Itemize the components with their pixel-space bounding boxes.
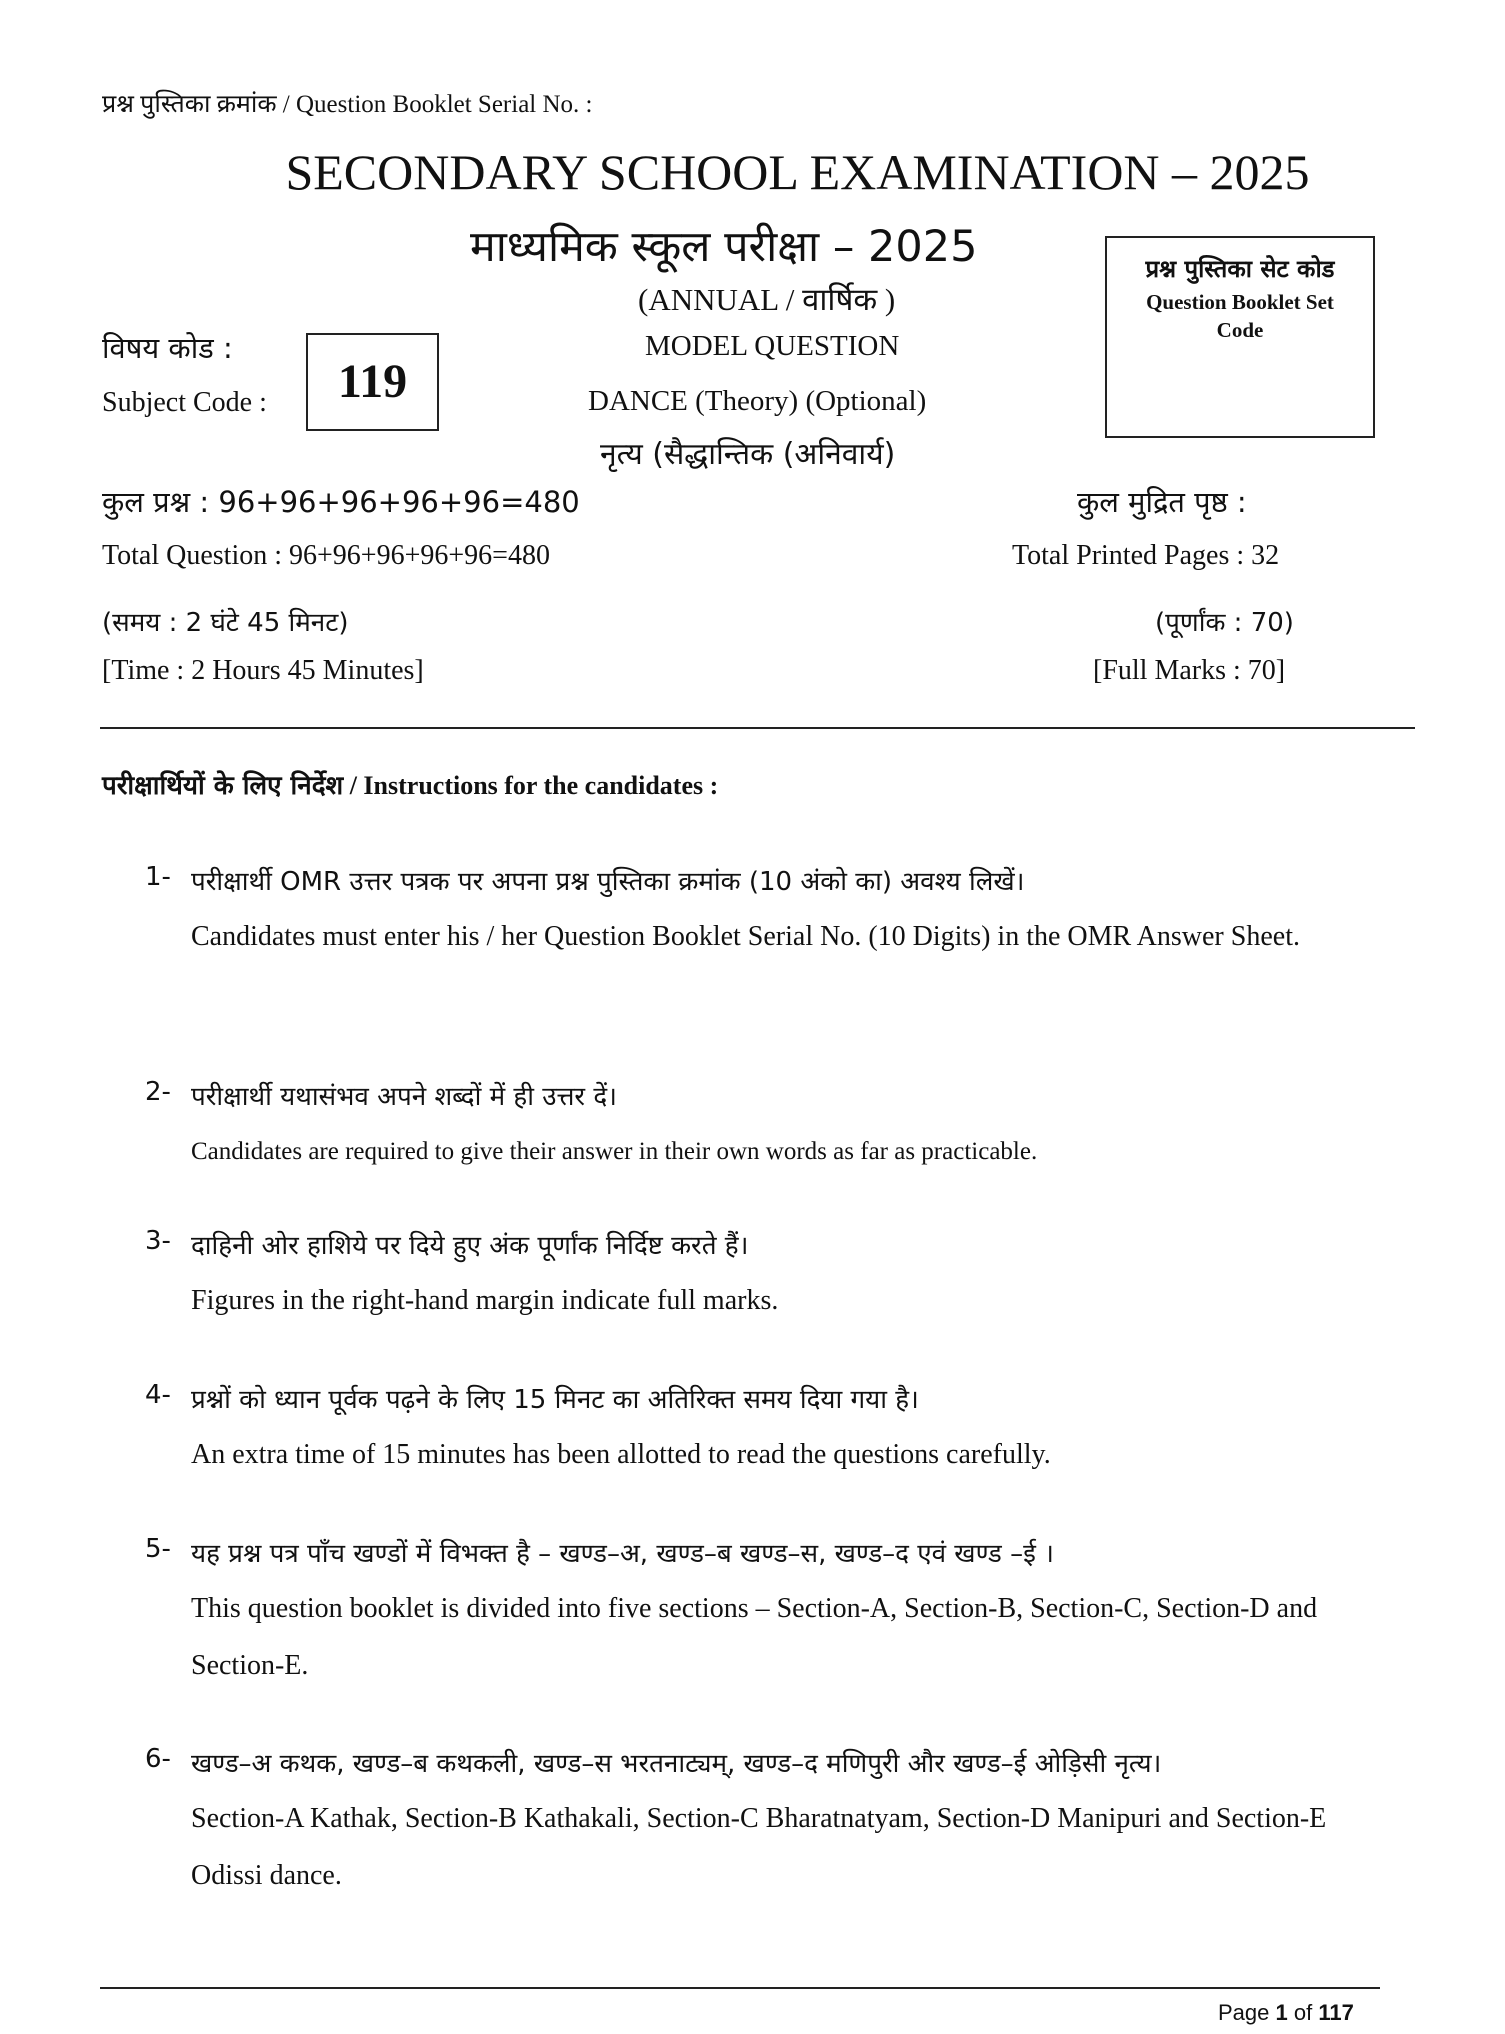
instruction-number: 6- <box>145 1744 171 1774</box>
subject-code-label-hindi: विषय कोड : <box>102 331 233 365</box>
instruction-number: 2- <box>145 1077 171 1107</box>
instructions-heading-hindi: परीक्षार्थियों के लिए निर्देश <box>102 771 344 801</box>
instruction-text-hindi: परीक्षार्थी OMR उत्तर पत्रक पर अपना प्रश्न पुस्तिका क्रमांक (10 अंको का) अवश्य लिखें। <box>191 867 1025 897</box>
instruction-text-english: Figures in the right-hand margin indicate full marks. <box>191 1285 779 1316</box>
subject-name-english: DANCE (Theory) (Optional) <box>588 385 927 417</box>
instruction-text-hindi: दाहिनी ओर हाशिये पर दिये हुए अंक पूर्णांक निर्दिष्ट करते हैं। <box>191 1231 749 1261</box>
page-total: 117 <box>1318 2000 1354 2025</box>
instruction-text-hindi: खण्ड–अ कथक, खण्ड–ब कथकली, खण्ड–स भरतनाट्यम्, खण्ड–द मणिपुरी और खण्ड–ई ओड़िसी नृत्य। <box>191 1749 1162 1779</box>
instruction-text-english: Section-A Kathak, Section-B Kathakali, Section-C Bharatnatyam, Section-D Manipuri and Section-E Odissi dance. <box>191 1803 1327 1891</box>
subject-name-hindi: नृत्य (सैद्धान्तिक (अनिवार्य) <box>600 437 896 472</box>
instructions-heading <box>102 766 718 802</box>
total-questions-hindi: कुल प्रश्न : 96+96+96+96+96=480 <box>102 485 580 519</box>
exam-title-hindi: माध्यमिक स्कूल परीक्षा – 2025 <box>470 222 978 272</box>
instruction-text-hindi: प्रश्नों को ध्यान पूर्वक पढ़ने के लिए 15 मिनट का अतिरिक्त समय दिया गया है। <box>191 1385 919 1415</box>
header-divider <box>100 727 1415 729</box>
full-marks-english: [Full Marks : 70] <box>1093 655 1286 686</box>
instructions-heading-english: Instructions for the candidates : <box>363 771 719 800</box>
instruction-number: 1- <box>145 862 171 892</box>
instruction-text-hindi: यह प्रश्न पत्र पाँच खण्डों में विभक्त है – खण्ड–अ, खण्ड–ब खण्ड–स, खण्ड–द एवं खण्ड –ई । <box>191 1539 1054 1569</box>
subject-code-box: 119 <box>306 333 439 431</box>
set-code-label-english: Question Booklet Set Code <box>1146 290 1334 342</box>
full-marks-hindi: (पूर्णांक : 70) <box>1155 608 1294 638</box>
instruction-number: 4- <box>145 1380 171 1410</box>
instructions-heading-separator: / <box>343 771 364 800</box>
instruction-text-english: Candidates are required to give their answer in their own words as far as practicable. <box>191 1138 1038 1165</box>
exam-type: (ANNUAL / वार्षिक ) <box>638 282 896 317</box>
time-english: [Time : 2 Hours 45 Minutes] <box>102 655 424 686</box>
set-code-label-hindi: प्रश्न पुस्तिका सेट कोड <box>1145 255 1335 283</box>
instruction-number: 5- <box>145 1534 171 1564</box>
serial-number-label: प्रश्न पुस्तिका क्रमांक / Question Booklet Serial No. : <box>102 91 593 118</box>
total-questions-english: Total Question : 96+96+96+96+96=480 <box>102 540 550 571</box>
page-current: 1 <box>1275 2000 1288 2025</box>
footer-divider <box>100 1987 1380 1989</box>
page-number <box>1218 2000 1354 2026</box>
instruction-text-hindi: परीक्षार्थी यथासंभव अपने शब्दों में ही उत्तर दें। <box>191 1082 617 1112</box>
model-question-label: MODEL QUESTION <box>645 330 900 362</box>
page-of: of <box>1287 2000 1319 2025</box>
instruction-text-english: This question booklet is divided into five sections – Section-A, Section-B, Section-C, Section-D and Section-E. <box>191 1593 1318 1681</box>
subject-code-label-english: Subject Code : <box>102 387 267 418</box>
time-hindi: (समय : 2 घंटे 45 मिनट) <box>102 608 349 638</box>
instruction-number: 3- <box>145 1226 171 1256</box>
exam-title-english: SECONDARY SCHOOL EXAMINATION – 2025 <box>285 144 1310 200</box>
instruction-text-english: Candidates must enter his / her Question Booklet Serial No. (10 Digits) in the OMR Answer Sheet. <box>191 921 1300 952</box>
total-pages-english: Total Printed Pages : 32 <box>1012 540 1280 571</box>
total-pages-hindi: कुल मुद्रित पृष्ठ : <box>1077 485 1247 519</box>
instruction-text-english: An extra time of 15 minutes has been allotted to read the questions carefully. <box>191 1439 1051 1470</box>
set-code-box <box>1105 236 1375 438</box>
page-prefix: Page <box>1218 2000 1276 2025</box>
